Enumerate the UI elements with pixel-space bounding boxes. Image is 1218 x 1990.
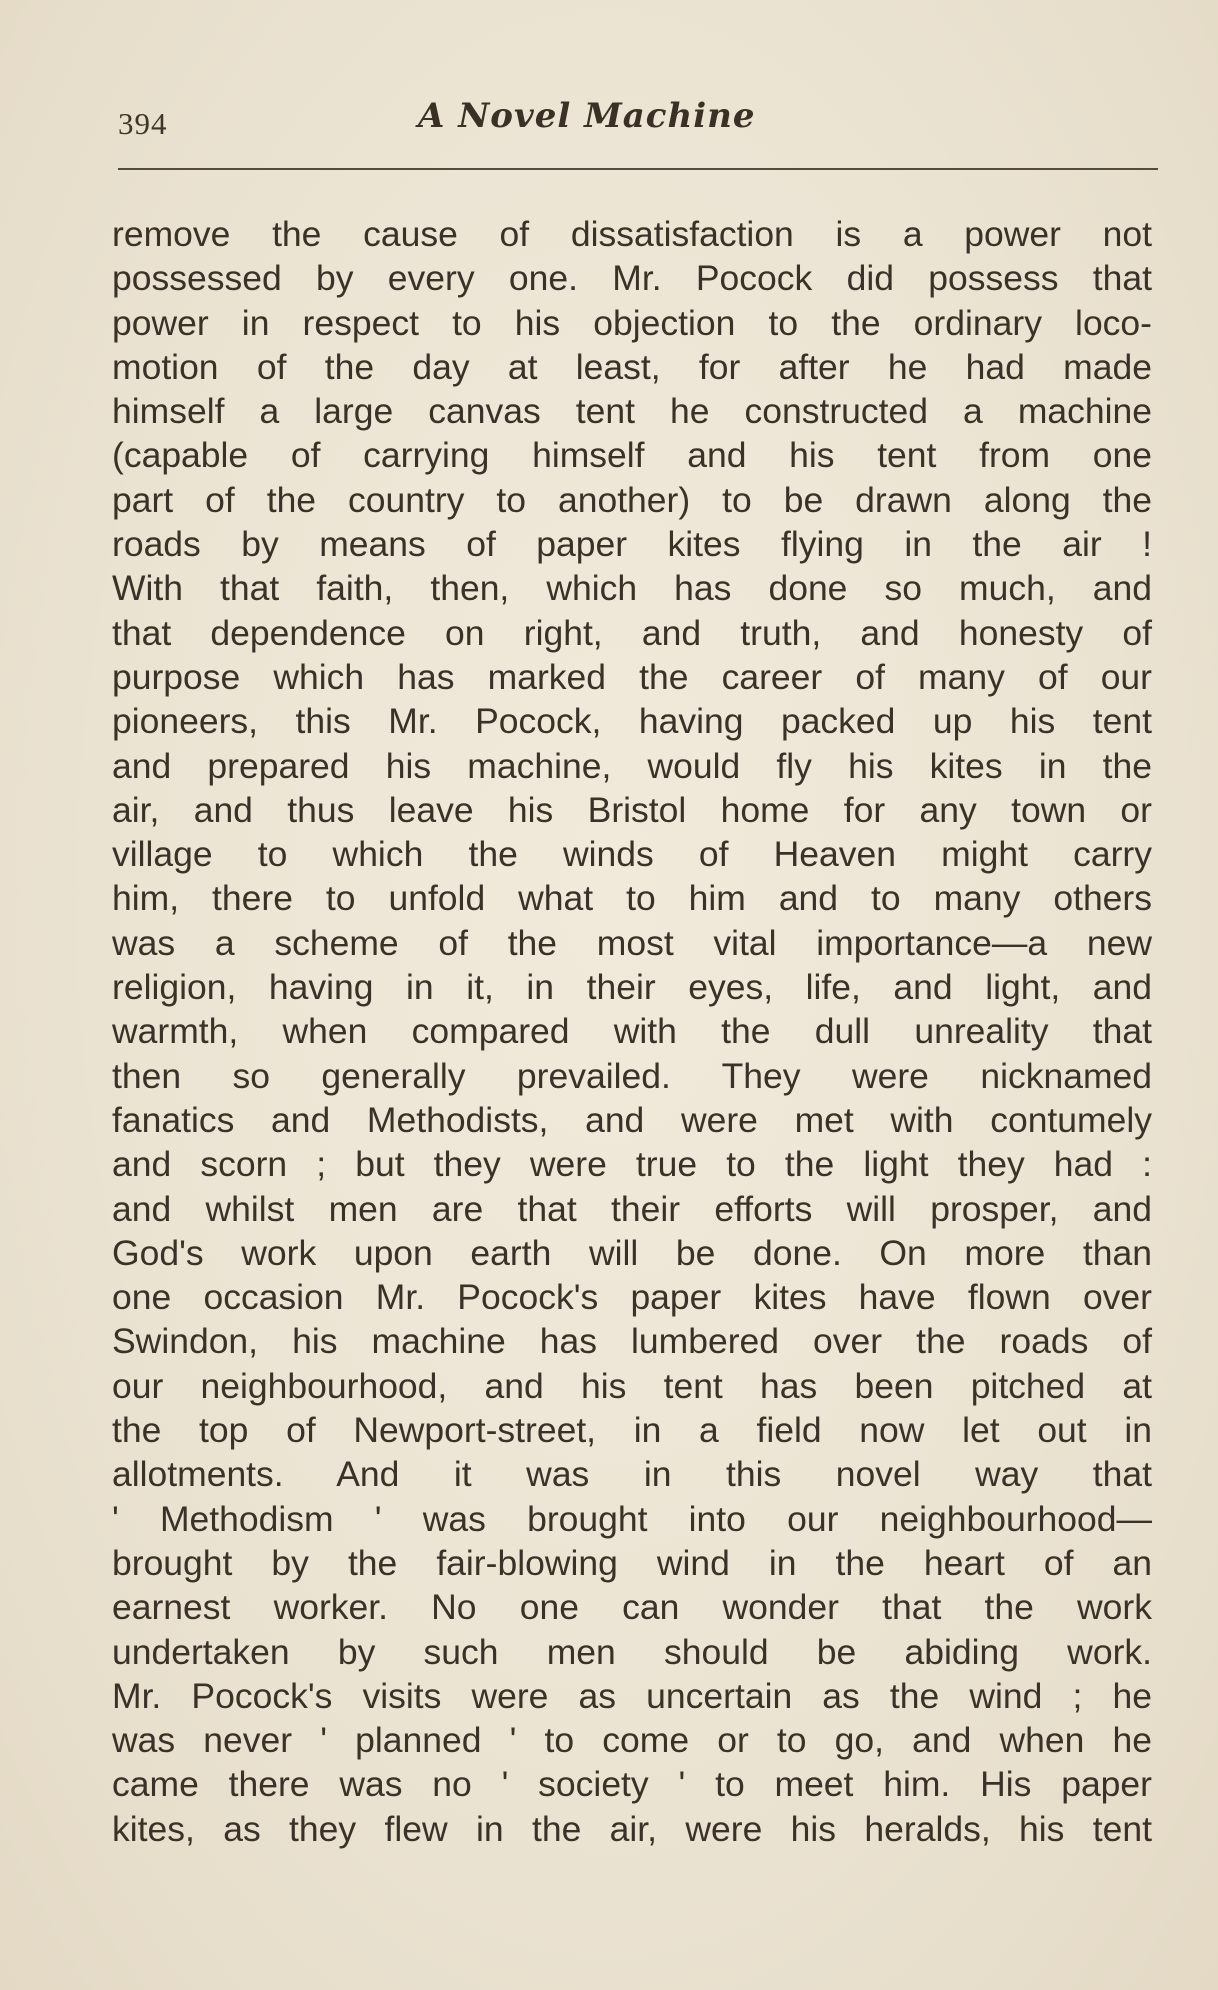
text-line: part of the country to another) to be drawn along the: [112, 479, 1152, 520]
text-line: power in respect to his objection to the ordinary loco-: [112, 302, 1152, 343]
text-line: our neighbourhood, and his tent has been pitched at: [112, 1365, 1152, 1406]
text-line: and scorn ; but they were true to the light they had :: [112, 1144, 1152, 1185]
text-line: undertaken by such men should be abiding work.: [112, 1631, 1152, 1672]
page-number: 394: [118, 106, 168, 141]
text-line: With that faith, then, which has done so much, and: [112, 568, 1152, 609]
text-line: ' Methodism ' was brought into our neighbourhood—: [112, 1498, 1152, 1539]
text-line: pioneers, this Mr. Pocock, having packed up his tent: [112, 701, 1152, 742]
text-line: air, and thus leave his Bristol home for any town or: [112, 789, 1152, 830]
text-line: fanatics and Methodists, and were met with contumely: [112, 1099, 1152, 1140]
text-line: remove the cause of dissatisfaction is a power not: [112, 214, 1152, 254]
text-line: one occasion Mr. Pocock's paper kites have flown over: [112, 1277, 1152, 1318]
text-line: kites, as they flew in the air, were his heralds, his tent: [112, 1808, 1152, 1849]
text-line: village to which the winds of Heaven might carry: [112, 834, 1152, 875]
text-line: and whilst men are that their efforts will prosper, and: [112, 1188, 1152, 1229]
text-line: religion, having in it, in their eyes, life, and light, and: [112, 967, 1152, 1008]
text-line: that dependence on right, and truth, and honesty of: [112, 612, 1152, 653]
text-line: earnest worker. No one can wonder that the work: [112, 1587, 1152, 1628]
text-line: (capable of carrying himself and his tent from one: [112, 435, 1152, 476]
header-rule: [118, 168, 1158, 170]
text-line: motion of the day at least, for after he had made: [112, 346, 1152, 387]
text-line: and prepared his machine, would fly his kites in the: [112, 745, 1152, 786]
text-line: warmth, when compared with the dull unreality that: [112, 1011, 1152, 1052]
text-line: purpose which has marked the career of many of our: [112, 656, 1152, 697]
text-line: came there was no ' society ' to meet him. His paper: [112, 1764, 1152, 1805]
text-line: roads by means of paper kites flying in the air !: [112, 524, 1152, 565]
text-line: brought by the fair-blowing wind in the heart of an: [112, 1542, 1152, 1583]
text-line: him, there to unfold what to him and to many others: [112, 878, 1152, 919]
text-line: was a scheme of the most vital importance—a new: [112, 922, 1152, 963]
text-line: then so generally prevailed. They were nicknamed: [112, 1055, 1152, 1096]
running-title: A Novel Machine: [418, 96, 756, 136]
body-text: [112, 212, 1152, 1851]
text-line: possessed by every one. Mr. Pocock did possess that: [112, 258, 1152, 299]
text-line: himself a large canvas tent he constructed a machine: [112, 391, 1152, 432]
text-line: Swindon, his machine has lumbered over the roads of: [112, 1321, 1152, 1362]
text-line: the top of Newport-street, in a field now let out in: [112, 1410, 1152, 1451]
page-header: [118, 92, 1158, 152]
text-line: allotments. And it was in this novel way that: [112, 1454, 1152, 1495]
text-line: Mr. Pocock's visits were as uncertain as the wind ; he: [112, 1675, 1152, 1716]
text-line: was never ' planned ' to come or to go, and when he: [112, 1720, 1152, 1761]
text-line: God's work upon earth will be done. On more than: [112, 1232, 1152, 1273]
